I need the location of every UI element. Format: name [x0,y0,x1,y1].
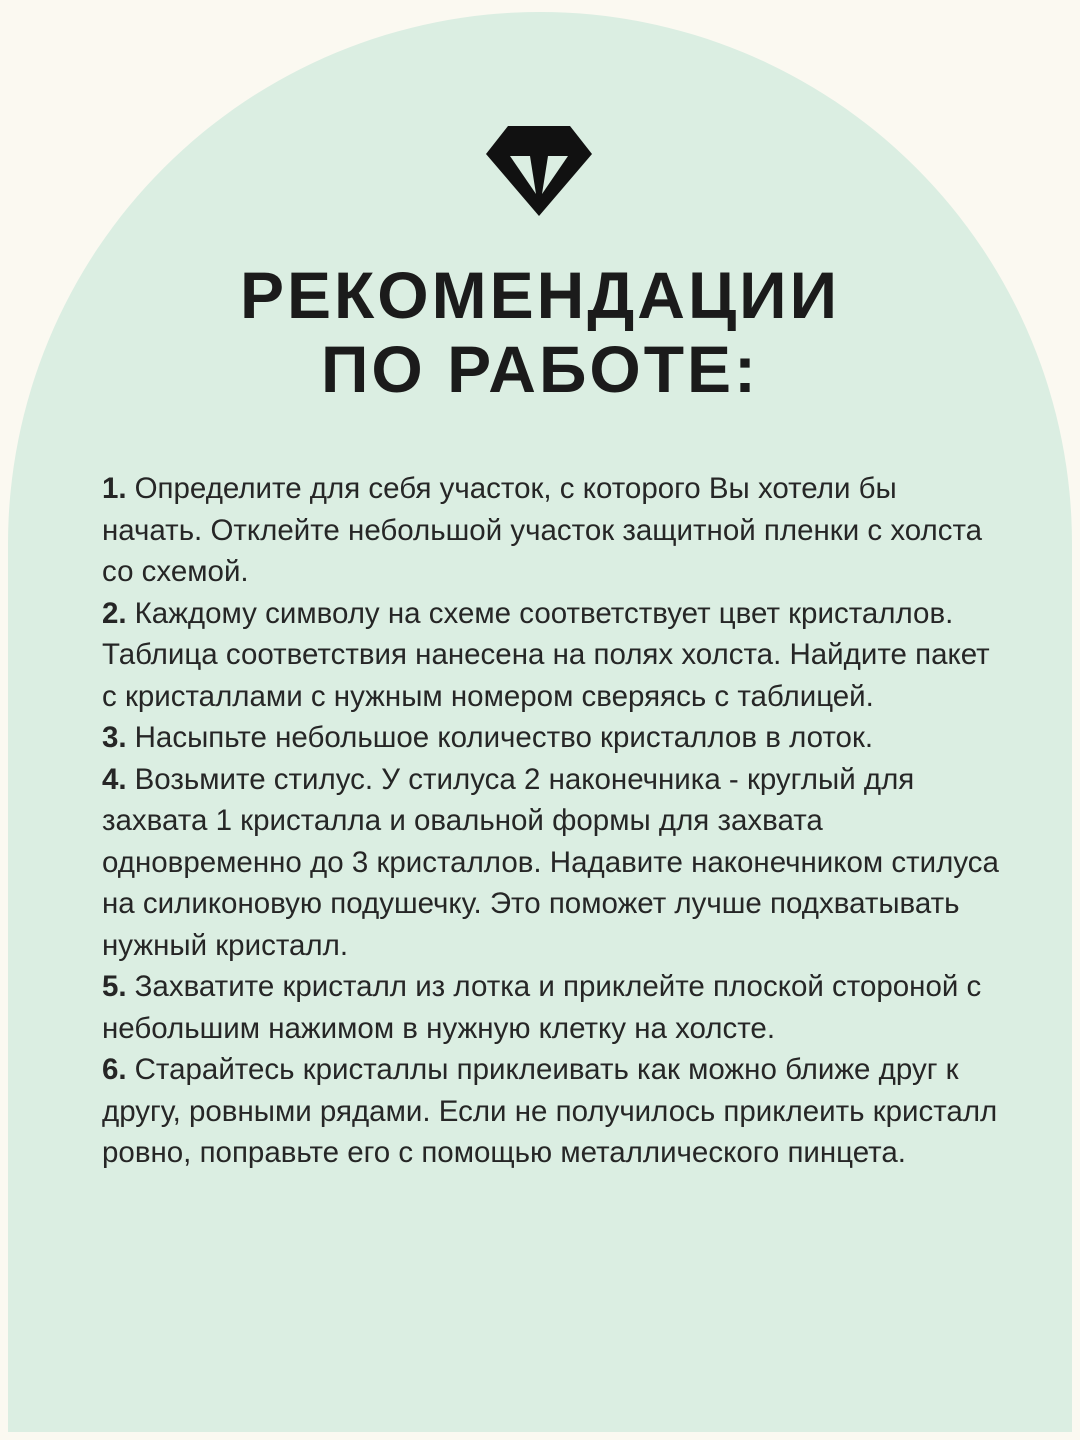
step-number: 5. [102,970,127,1003]
step-number: 1. [102,472,127,505]
step-text: Возьмите стилус. У стилуса 2 наконечника - круглый для захвата 1 кристалла и овальной формы для захвата одновременно до 3 кристаллов. Надавите наконечником стилуса на силиконовую подушечку. Это поможет лучше подхватывать нужный кристалл. [102,762,999,962]
step-item [102,759,1002,967]
step-text: Старайтесь кристаллы приклеивать как можно ближе друг к другу, ровными рядами. Если не получилось приклеить кристалл ровно, поправьте его с помощью металлического пинцета. [102,1053,998,1169]
step-number: 3. [102,721,127,754]
step-text: Каждому символу на схеме соответствует цвет кристаллов. Таблица соответствия нанесена на полях холста. Найдите пакет с кристаллами с нужным номером сверяясь с таблицей. [102,596,990,713]
step-item [102,593,1002,718]
step-number: 6. [102,1053,127,1086]
page-title [0,258,1080,406]
step-item [102,1049,1002,1174]
diamond-icon [484,124,594,218]
step-text: Определите для себя участок, с которого Вы хотели бы начать. Отклейте небольшой участок защитной пленки с холста со схемой. [102,472,983,588]
step-number: 4. [102,762,127,796]
step-item [102,717,1002,759]
step-item [102,966,1002,1049]
step-number: 2. [102,596,127,630]
step-text: Захватите кристалл из лотка и приклейте плоской стороной с небольшим нажимом в нужную клетку на холсте. [102,970,982,1045]
step-text: Насыпьте небольшое количество кристаллов в лоток. [134,721,874,754]
step-item [102,468,1002,593]
title-line-1: РЕКОМЕНДАЦИИ [239,258,841,332]
title-line-2: ПО РАБОТЕ: [320,332,760,406]
steps-list [102,468,1002,1174]
